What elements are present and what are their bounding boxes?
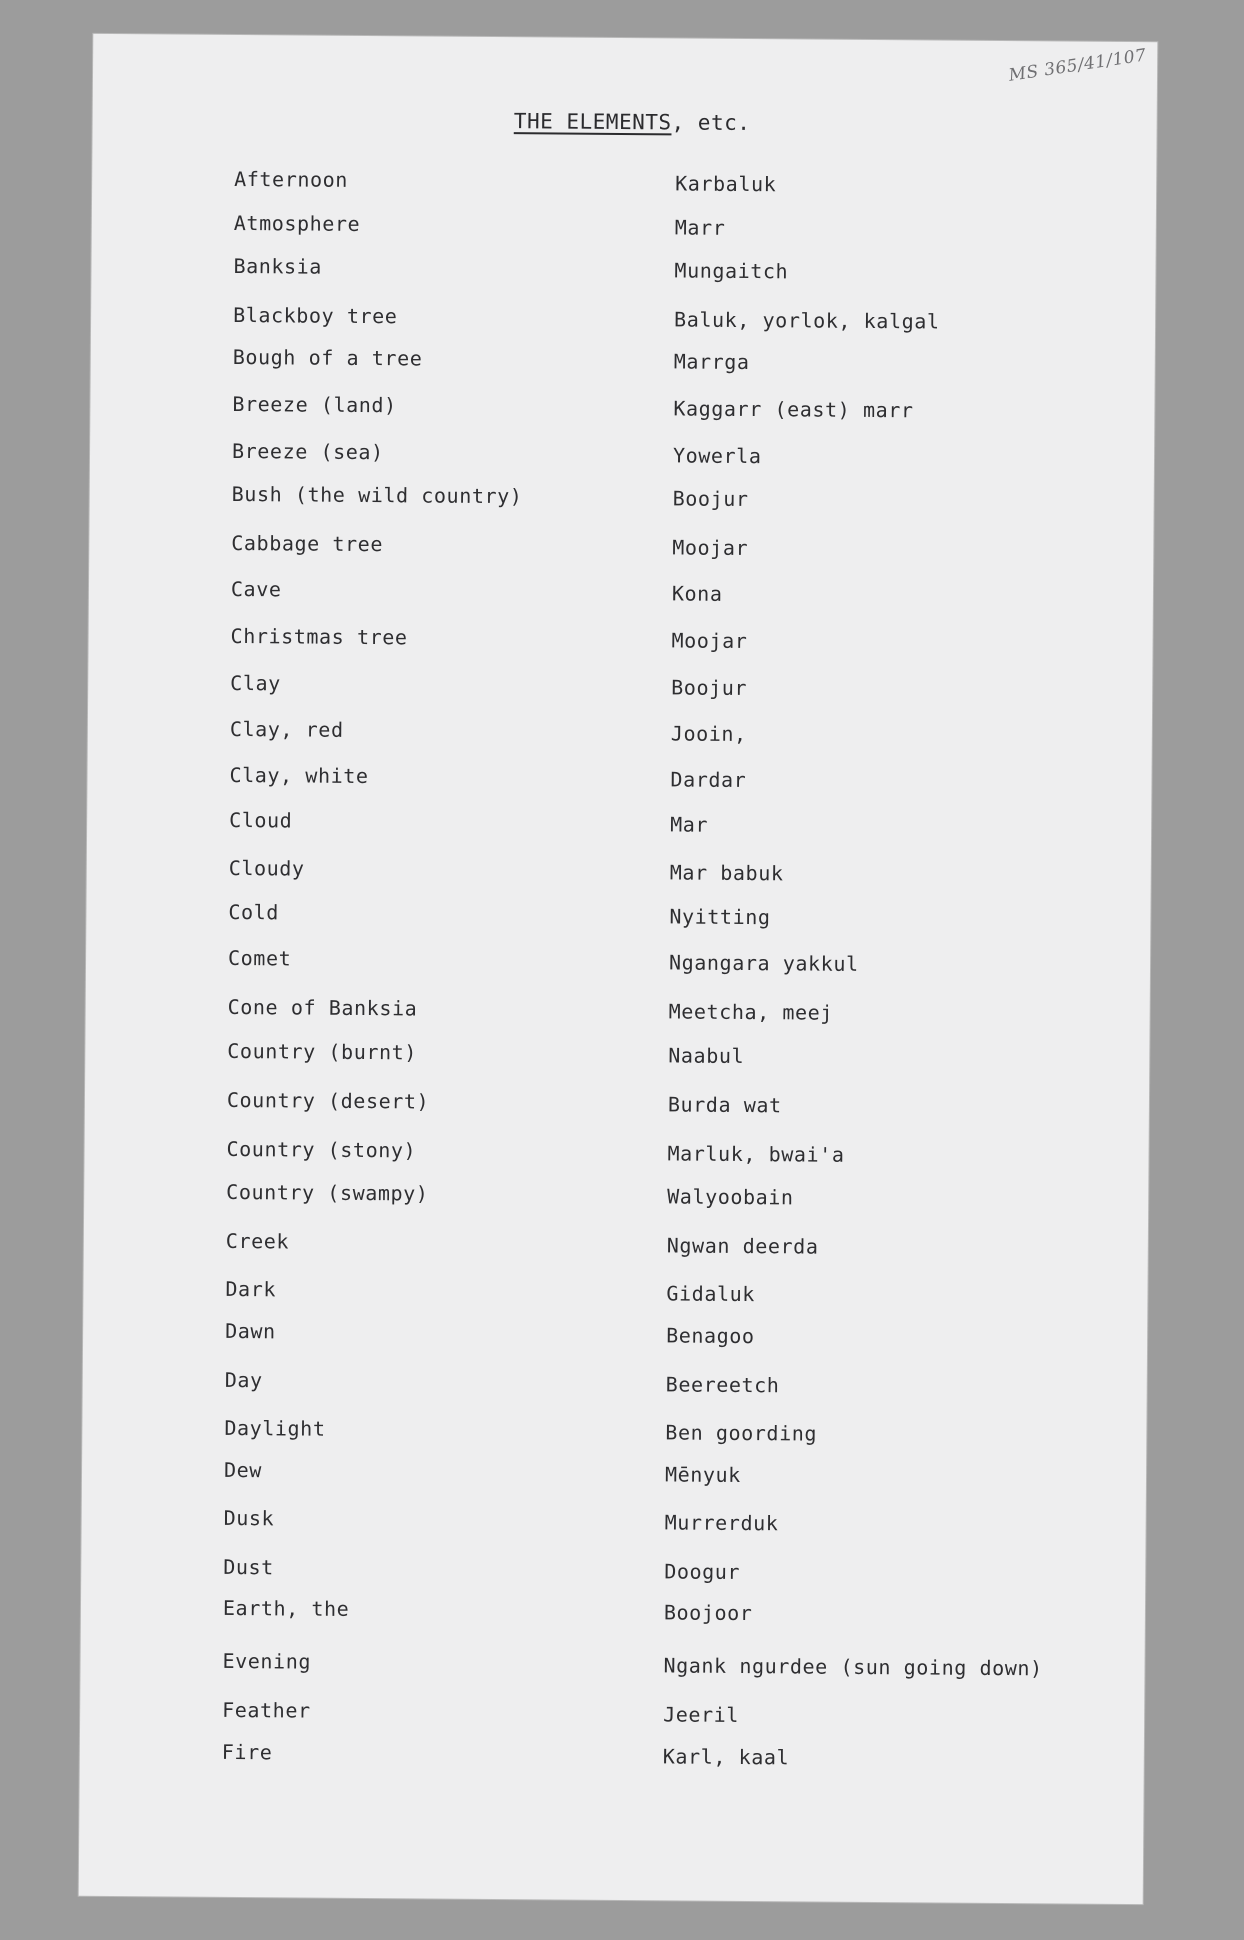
document-page <box>79 34 1158 1904</box>
entry-translation: Karbaluk <box>675 171 777 197</box>
entry-translation: Kona <box>671 581 723 606</box>
entry-term: Clay, red <box>229 716 344 742</box>
entry-term: Feather <box>222 1697 311 1723</box>
entry-term: Clay, white <box>229 762 369 789</box>
entry-translation: Moojar <box>672 535 749 561</box>
entry-term: Cone of Banksia <box>227 994 418 1021</box>
entry-translation: Marrga <box>673 349 750 375</box>
entry-translation: Ngwan deerda <box>666 1233 819 1259</box>
entry-term: Dust <box>223 1554 274 1580</box>
entry-translation: Mar babuk <box>669 860 784 886</box>
title-rest: , etc. <box>671 110 751 136</box>
entry-translation: Walyoobain <box>667 1184 794 1210</box>
entry-translation: Nyitting <box>669 904 771 930</box>
page-title <box>93 106 1157 138</box>
entry-translation: Ngangara yakkul <box>668 950 859 976</box>
entry-term: Cabbage tree <box>231 530 384 557</box>
entry-term: Country (stony) <box>226 1136 417 1163</box>
entry-term: Day <box>224 1367 263 1393</box>
entry-translation: Kaggarr (east) marr <box>673 396 914 423</box>
entry-term: Atmosphere <box>233 210 361 236</box>
entry-term: Afternoon <box>234 166 349 192</box>
entry-translation: Marluk, bwai'a <box>667 1141 845 1167</box>
entry-translation: Ngank ngurdee (sun going down) <box>663 1653 1043 1681</box>
entry-term: Country (burnt) <box>227 1038 418 1065</box>
manuscript-reference: MS 365/41/107 <box>1007 45 1148 86</box>
entry-translation: Murrerduk <box>664 1510 779 1536</box>
entry-term: Dusk <box>223 1505 275 1531</box>
entry-translation: Dardar <box>670 767 747 793</box>
entry-translation: Mēnyuk <box>664 1462 741 1487</box>
entry-term: Daylight <box>224 1415 326 1441</box>
entry-translation: Boojur <box>671 675 748 701</box>
entry-term: Bough of a tree <box>232 344 423 371</box>
entry-translation: Beereetch <box>665 1372 780 1398</box>
entry-translation: Boojur <box>672 486 749 512</box>
entry-translation: Jooin, <box>670 721 747 747</box>
entry-term: Earth, the <box>222 1595 350 1621</box>
entry-translation: Yowerla <box>672 443 762 469</box>
entry-term: Clay <box>230 670 281 696</box>
entry-translation: Baluk, yorlok, kalgal <box>674 307 940 334</box>
entry-term: Cloudy <box>228 855 305 881</box>
entry-term: Breeze (land) <box>232 391 397 418</box>
entry-term: Dew <box>223 1457 263 1483</box>
entry-translation: Karl, kaal <box>662 1744 790 1770</box>
entry-term: Cold <box>228 899 280 925</box>
entry-translation: Meetcha, meej <box>668 999 834 1025</box>
entry-translation: Naabul <box>668 1043 745 1068</box>
entry-translation: Moojar <box>671 628 748 654</box>
entry-term: Cave <box>230 576 282 602</box>
entry-term: Country (swampy) <box>226 1179 429 1206</box>
entry-translation: Mungaitch <box>674 258 789 284</box>
entry-translation: Benagoo <box>666 1323 755 1349</box>
entry-term: Dark <box>225 1276 277 1302</box>
entry-term: Blackboy tree <box>233 302 398 329</box>
entry-term: Dawn <box>225 1318 276 1344</box>
entry-term: Country (desert) <box>226 1087 430 1114</box>
entry-term: Fire <box>221 1739 273 1765</box>
entry-translation: Mar <box>670 812 709 837</box>
entry-term: Creek <box>225 1228 290 1254</box>
entry-translation: Ben goording <box>665 1420 818 1446</box>
entry-translation: Doogur <box>664 1559 741 1584</box>
title-main: THE ELEMENTS <box>513 109 672 135</box>
entry-translation: Gidaluk <box>666 1281 756 1307</box>
entry-term: Comet <box>227 945 292 971</box>
entry-translation: Jeeril <box>663 1702 740 1727</box>
entry-translation: Boojoor <box>663 1600 753 1626</box>
entry-term: Cloud <box>229 807 293 833</box>
entry-term: Banksia <box>233 253 323 279</box>
entry-term: Christmas tree <box>230 623 408 650</box>
entry-term: Evening <box>222 1648 312 1674</box>
entry-term: Breeze (sea) <box>231 438 384 465</box>
entry-translation: Marr <box>674 215 726 240</box>
entry-term: Bush (the wild country) <box>231 481 523 509</box>
entry-translation: Burda wat <box>667 1092 782 1118</box>
